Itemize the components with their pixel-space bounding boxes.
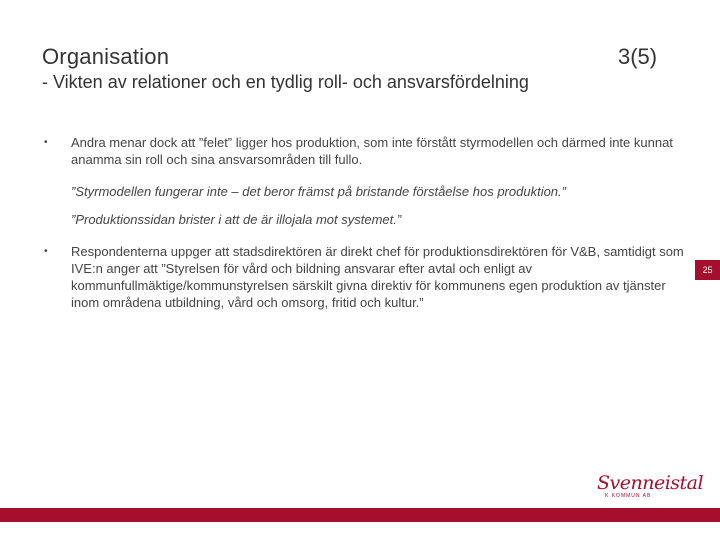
slide-subtitle: - Vikten av relationer och en tydlig roll- och ansvarsfördelning — [42, 72, 529, 92]
footer-bar — [0, 508, 720, 522]
bullet-mark: • — [44, 137, 48, 148]
logo-subtext: K KOMMUN AB — [605, 493, 652, 499]
bullet-text-1: Andra menar dock att ”felet” ligger hos produktion, som inte förstått styrmodellen och därmed inte kunnat anamma sin roll och sina ansvarsområden till fullo. — [71, 135, 673, 167]
bullet-mark: • — [44, 246, 48, 257]
slide-content — [44, 134, 684, 311]
slide-title: Organisation — [42, 44, 170, 69]
quote-2: ”Produktionssidan brister i att de är illojala mot systemet.” — [71, 212, 402, 227]
company-logo — [597, 472, 704, 500]
logo-wordmark: Svenneistal — [597, 472, 704, 494]
page-count: 3(5) — [618, 44, 658, 69]
quote-1: ”Styrmodellen fungerar inte – det beror främst på bristande förståelse hos produktion.” — [71, 184, 566, 199]
bullet-text-2: Respondenterna uppger att stadsdirektören är direkt chef för produktionsdirektören för V&B, samtidigt som IVE:n anger att ”Styrelsen för vård och bildning ansvarar efter avtal och enligt av kommunfullmäktige/kommunstyrelsen särskilt givna direktiv för kommunens egen produktion av tjänster inom områdena utbildning, vård och omsorg, fritid och kultur.” — [71, 244, 684, 310]
slide-number-badge: 25 — [695, 260, 720, 280]
bullet-item-1 — [44, 134, 684, 168]
bullet-item-2 — [44, 243, 684, 311]
